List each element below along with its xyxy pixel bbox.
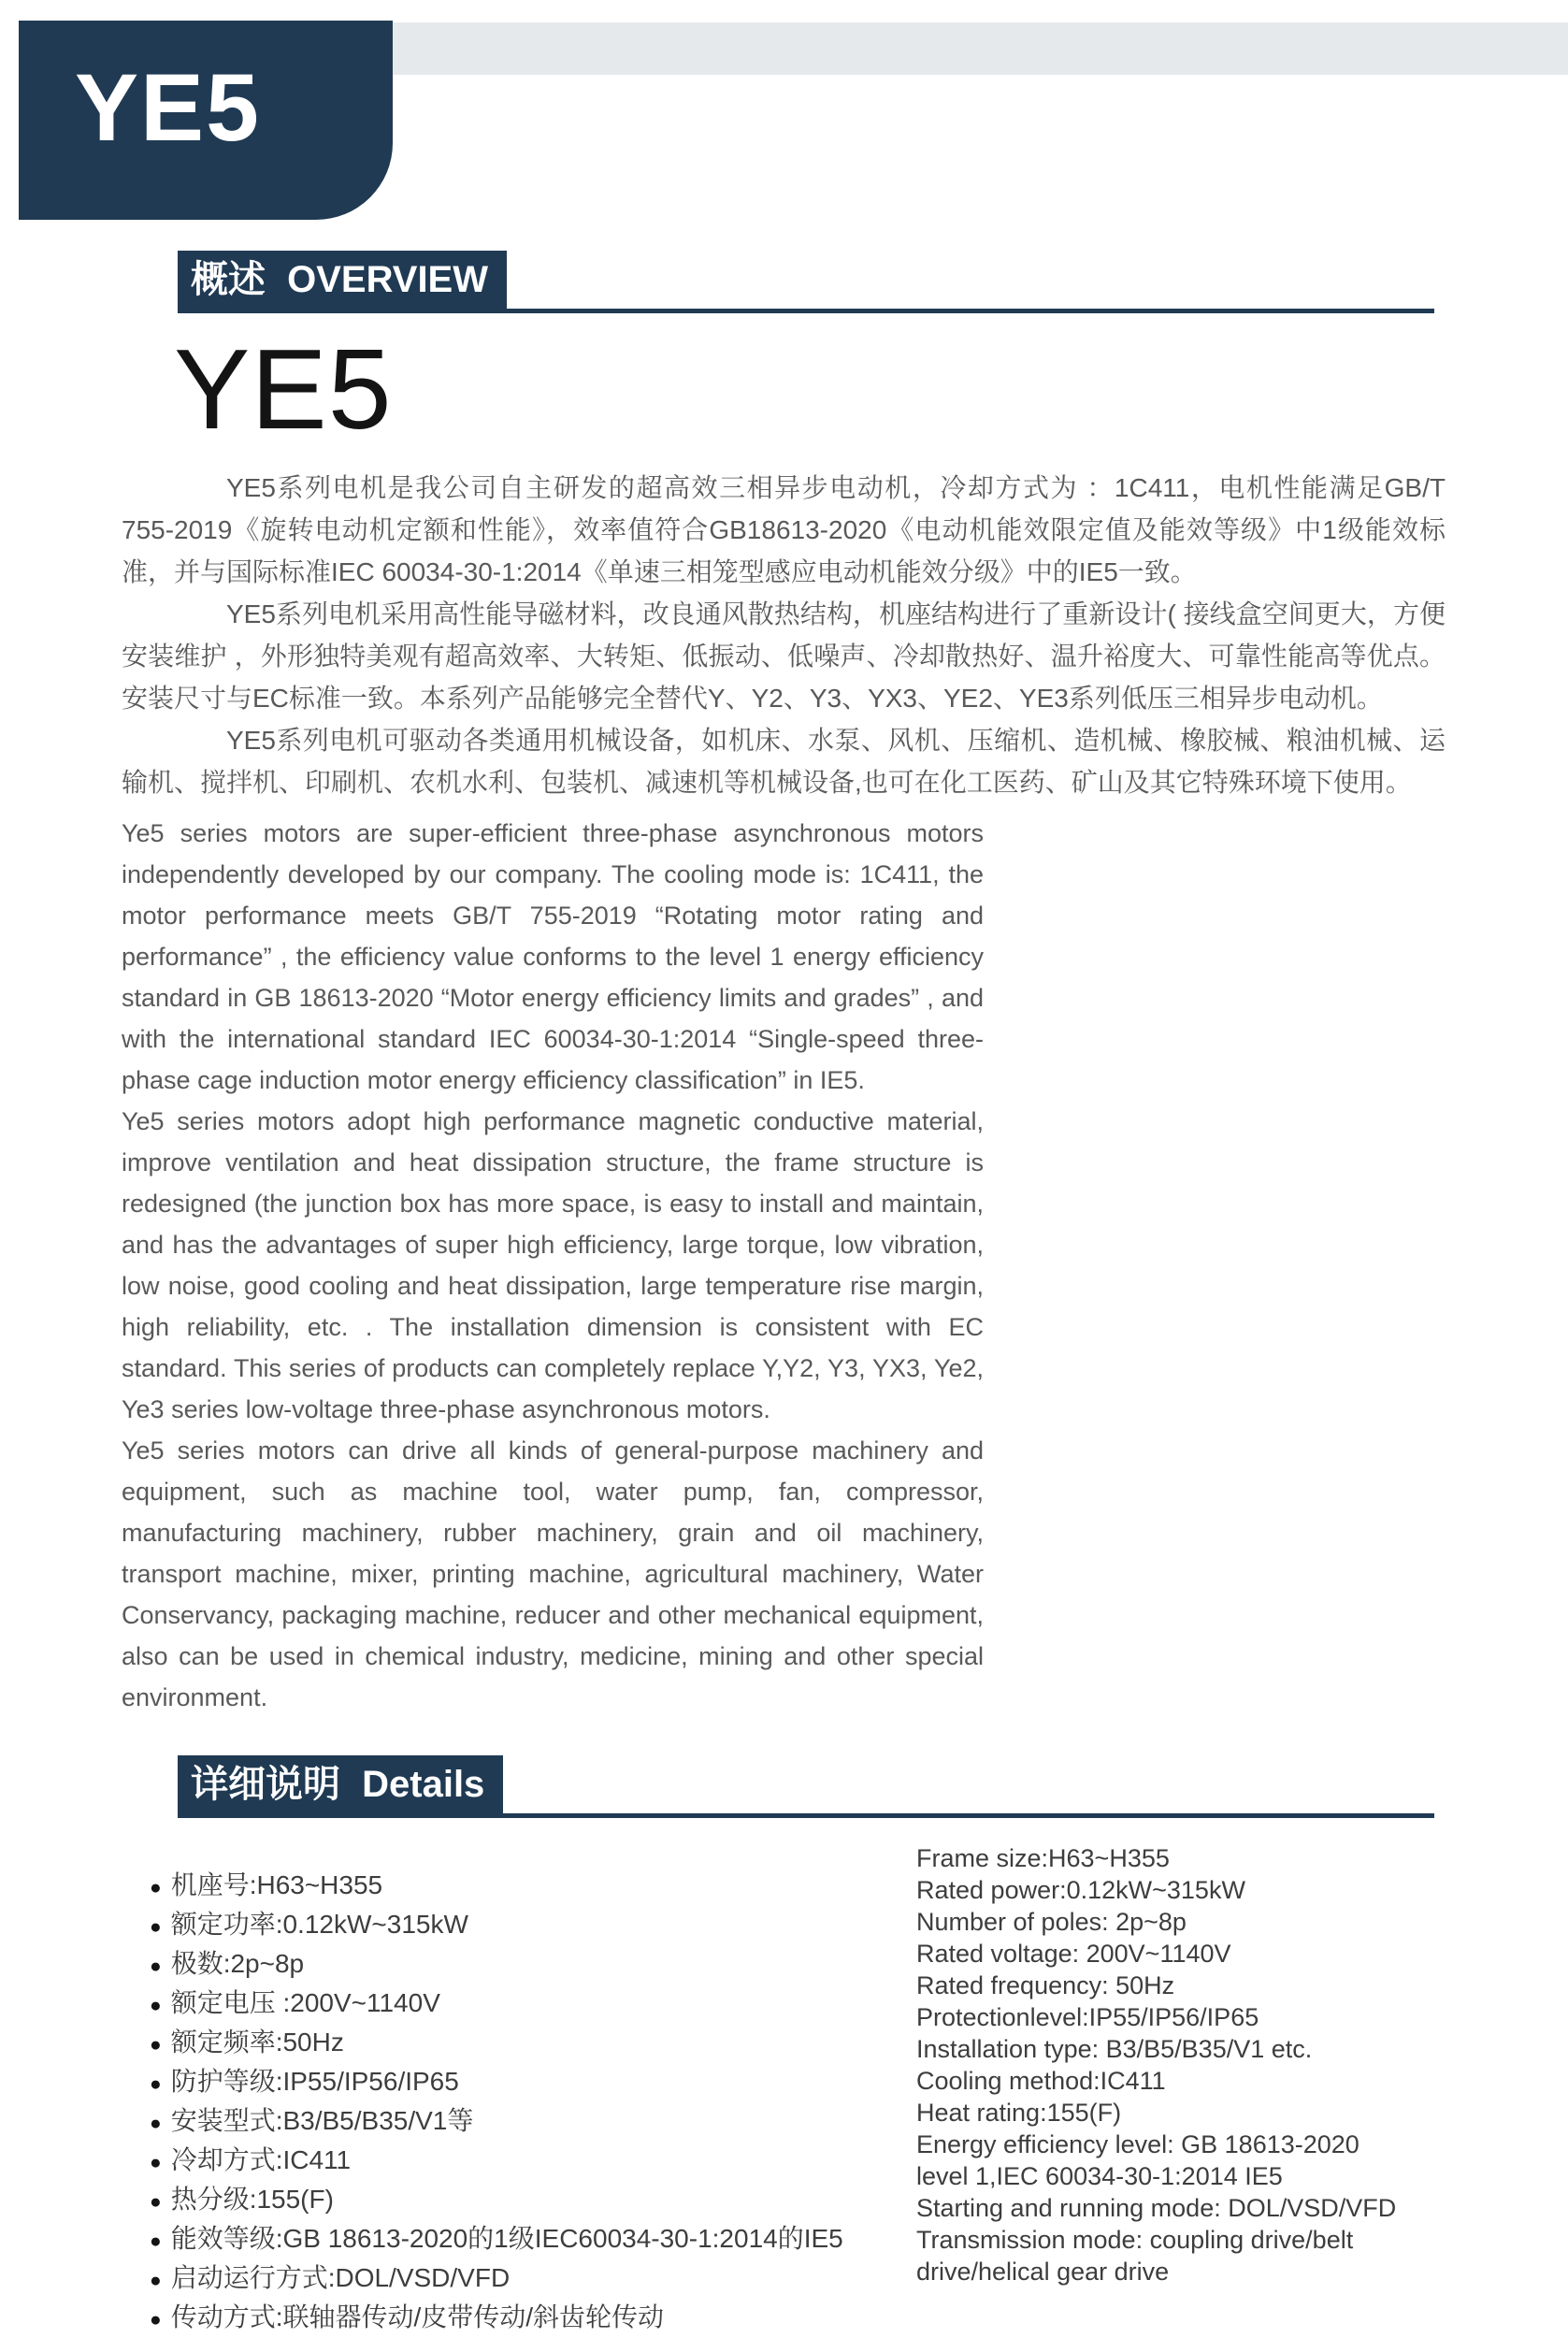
details-list-item [150,1906,767,1945]
top-banner [19,21,393,220]
details-en-line: Frame size:H63~H355 [916,1843,1170,1872]
details-en-line: Installation type: B3/B5/B35/V1 etc. [916,2034,1313,2063]
overview-en-paragraph: Ye5 series motors are super-efficient three-phase asynchronous motors independently developed by our company. The cooling mode is: 1C411, the motor performance meets GB/T 755-2019 “Rotating motor rating and performance” , the efficiency value conforms to the level 1 energy efficiency standard in GB 18613-2020 “Motor energy efficiency limits and grades” , and with the international standard IEC 60034-30-1:2014 “Single-speed three-phase cage induction motor energy efficiency classification” in IE5. [122,818,984,1094]
page-content [0,251,1568,2338]
details-en-line: Heat rating:155(F) [916,2098,1122,2127]
details-item-text: 额定功率:0.12kW~315kW [170,1909,468,1939]
details-list-item [150,2102,767,2142]
details-list-item [150,2220,843,2259]
overview-zh-paragraphs [122,467,1446,803]
details-item-text: 传动方式:联轴器传动/皮带传动/斜齿轮传动 [170,2302,665,2331]
details-item-text: 启动运行方式:DOL/VSD/VFD [170,2262,511,2292]
top-gray-bar [374,22,1568,75]
bullet-icon: ● [150,1955,162,1977]
details-item-text: 防护等级:IP55/IP56/IP65 [170,2066,459,2096]
details-en-line: Cooling method:IC411 [916,2066,1166,2095]
details-en-line: Protectionlevel:IP55/IP56/IP65 [916,2002,1259,2031]
bullet-icon: ● [150,2269,162,2291]
details-en-line: Transmission mode: coupling drive/belt [916,2225,1354,2254]
details-en-list [916,1842,1496,2338]
overview-title-zh: 概述 [191,259,266,300]
overview-section-title [178,251,507,309]
details-zh-list [150,1842,843,2338]
details-en-line: drive/helical gear drive [916,2257,1170,2286]
details-section-rule [178,1755,1434,1818]
details-section-title [178,1755,503,1813]
overview-title-en: OVERVIEW [287,259,488,300]
overview-zh-paragraph: YE5系列电机采用高性能导磁材料，改良通风散热结构，机座结构进行了重新设计( 接线盒空间更大，方便安装维护 ，外形独特美观有超高效率、大转矩、低振动、低噪声、冷却散热好、温升裕度大、可靠性能高等优点。安装尺寸与EC标准一致。本系列产品能够完全替代Y、Y2、Y3、YX3、YE2、YE3系列低压三相异步电动机。 [122,599,1446,713]
bullet-icon: ● [150,2230,162,2252]
overview-zh-paragraph: YE5系列电机是我公司自主研发的超高效三相异步电动机，冷却方式为 ：1C411，电机性能满足GB/T 755-2019《旋转电动机定额和性能》，效率值符合GB18613-2020《电动机能效限定值及能效等级》中1级能效标准，并与国际标准IEC 60034-30-1:2014《单速三相笼型感应电动机能效分级》中的IE5一致。 [122,472,1446,586]
details-list-item [150,1984,767,2024]
bullet-icon: ● [150,2072,162,2095]
details-list-item [150,1867,767,1906]
details-en-line: Number of poles: 2p~8p [916,1907,1187,1936]
details-en-line: level 1,IEC 60034-30-1:2014 IE5 [916,2161,1283,2190]
details-en-line: Rated power:0.12kW~315kW [916,1875,1245,1904]
bullet-icon: ● [150,2190,162,2213]
details-item-text: 冷却方式:IC411 [170,2144,352,2174]
overview-en-paragraph: Ye5 series motors adopt high performance magnetic conductive material, improve ventilation and heat dissipation structure, the frame structure is redesigned (the junction box has more space, is easy to install and maintain, and has the advantages of super high efficiency, large torque, low vibration, low noise, good cooling and heat dissipation, large temperature rise margin, high reliability, etc. . The installation dimension is consistent with EC standard. This series of products can completely replace Y,Y2, Y3, YX3, Ye2, Ye3 series low-voltage three-phase asynchronous motors. [122,1106,984,1423]
details-en-line: Rated voltage: 200V~1140V [916,1939,1231,1968]
details-columns [0,1842,1568,2338]
bullet-icon: ● [150,2112,162,2134]
bullet-icon: ● [150,1876,162,1898]
bullet-icon: ● [150,1994,162,2016]
details-list-item [150,2063,767,2102]
bullet-icon: ● [150,2151,162,2173]
overview-section-rule [178,251,1434,313]
details-title-zh: 详细说明 [191,1763,340,1805]
details-en-line: Starting and running mode: DOL/VSD/VFD [916,2193,1397,2222]
overview-en-paragraph: Ye5 series motors can drive all kinds of general-purpose machinery and equipment, such as machine tool, water pump, fan, compressor, manufacturing machinery, rubber machinery, grain and oil machinery, transport machine, mixer, printing machine, agricultural machinery, Water Conservancy, packaging machine, reducer and other mechanical equipment, also can be used in chemical industry, medicine, mining and other special environment. [122,1436,984,1711]
overview-heading: YE5 [174,325,393,453]
details-item-text: 热分级:155(F) [170,2184,334,2214]
details-list-item [150,2299,767,2338]
details-en-line: Rated frequency: 50Hz [916,1970,1175,1999]
overview-zh-paragraph: YE5系列电机可驱动各类通用机械设备，如机床、水泵、风机、压缩机、造机械、橡胶械、粮油机械、运输机、搅拌机、印刷机、农机水利、包装机、减速机等机械设备,也可在化工医药、矿山及其它特殊环境下使用。 [122,725,1446,797]
details-en-line: Energy efficiency level: GB 18613-2020 [916,2129,1359,2158]
details-item-text: 机座号:H63~H355 [170,1869,383,1899]
details-list-item [150,1945,767,1984]
details-list-item [150,2181,767,2220]
details-item-text: 额定频率:50Hz [170,2027,344,2057]
details-item-text: 能效等级:GB 18613-2020的1级IEC60034-30-1:2014的IE5 [170,2223,843,2253]
details-item-text: 极数:2p~8p [170,1948,305,1978]
bullet-icon: ● [150,1915,162,1938]
details-list-item [150,2024,767,2063]
bullet-icon: ● [150,2033,162,2056]
details-item-text: 安装型式:B3/B5/B35/V1等 [170,2105,474,2135]
overview-en-paragraphs [122,813,984,1718]
details-list-item [150,2259,767,2299]
banner-title: YE5 [75,54,261,161]
details-title-en: Details [362,1763,485,1805]
details-item-text: 额定电压 :200V~1140V [170,1987,440,2017]
details-list-item [150,2142,767,2181]
bullet-icon: ● [150,2308,162,2331]
